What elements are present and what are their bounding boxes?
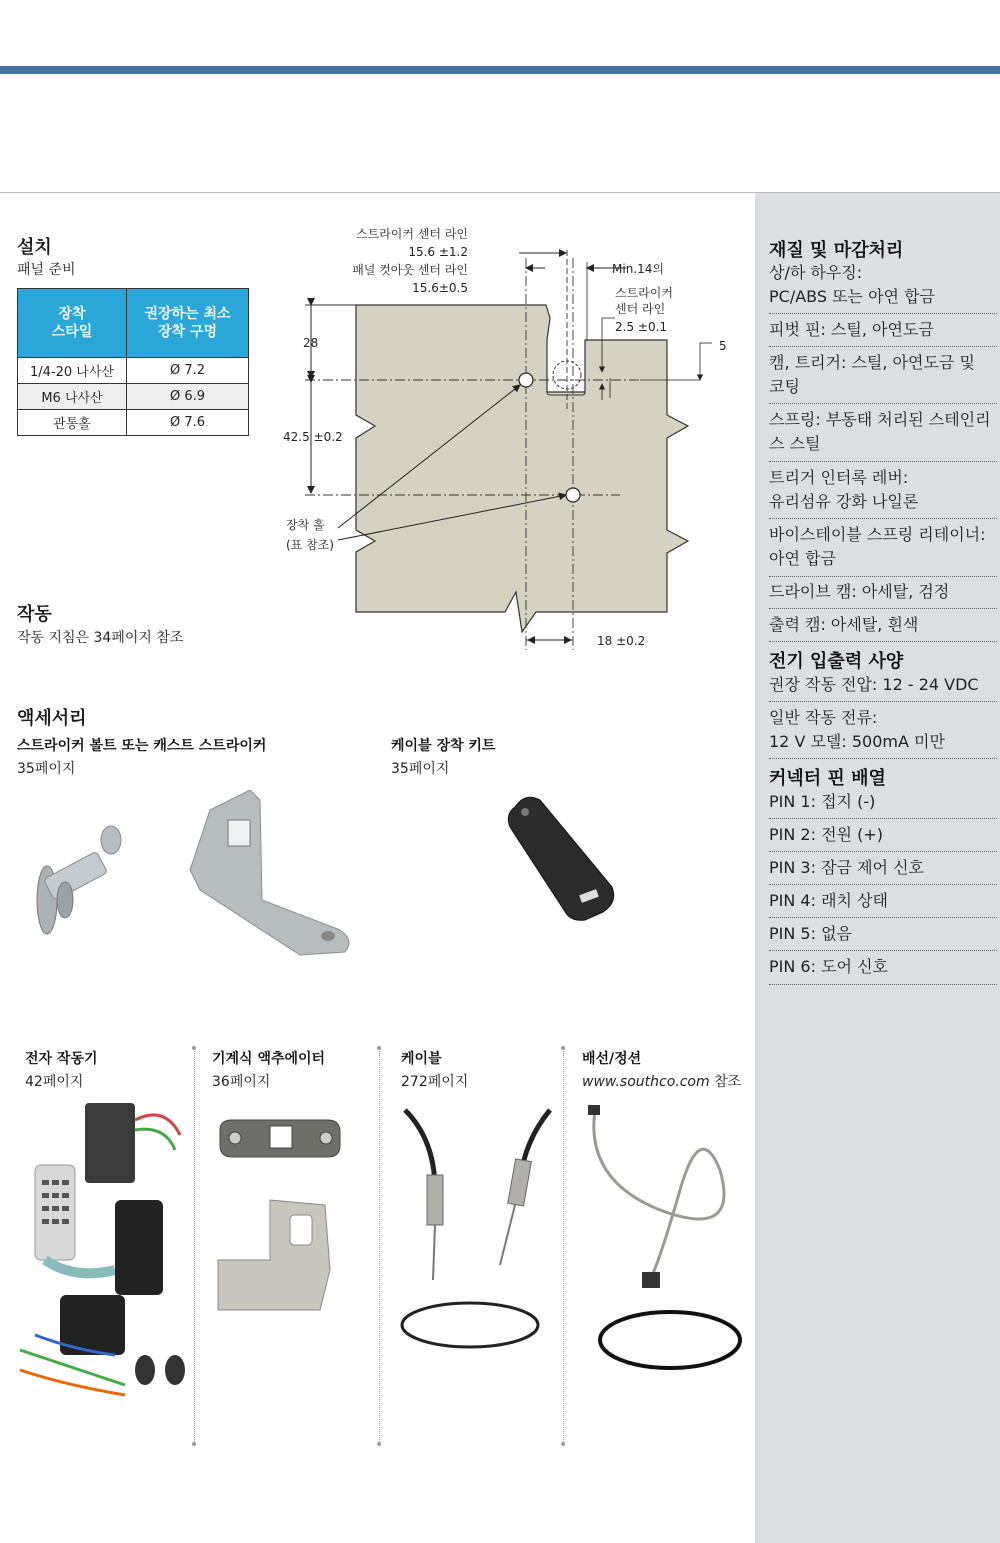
electronic-actuator-image bbox=[15, 1095, 190, 1425]
table-row bbox=[18, 410, 249, 436]
install-subtitle: 패널 준비 bbox=[17, 262, 76, 278]
materials-title: 재질 및 마감처리 bbox=[769, 240, 904, 261]
bottom-cable-page: 272페이지 bbox=[401, 1074, 469, 1090]
table-cell: Ø 7.2 bbox=[127, 358, 249, 384]
material-spring-retainer: 바이스테이블 스프링 리테이너: 아연 합금 bbox=[769, 525, 986, 568]
material-housing: 상/하 하우징: PC/ABS 또는 아연 합금 bbox=[769, 263, 936, 306]
electrical-current: 일반 작동 전류: 12 V 모델: 500mA 미만 bbox=[769, 708, 945, 751]
dim-28: 28 bbox=[303, 336, 319, 350]
cable-image bbox=[395, 1100, 555, 1380]
pins-title: 커넥터 핀 배열 bbox=[769, 768, 886, 789]
bottom-electronic-actuator-name: 전자 작동기 bbox=[25, 1051, 98, 1067]
table-cell: Ø 7.6 bbox=[127, 410, 249, 436]
table-cell: M6 나사산 bbox=[18, 384, 127, 410]
pin-item: PIN 6: 도어 신호 bbox=[769, 957, 888, 976]
table-cell: Ø 6.9 bbox=[127, 384, 249, 410]
install-title: 설치 bbox=[17, 237, 52, 258]
accessory-cable-kit-name: 케이블 장착 키트 bbox=[391, 738, 496, 754]
striker-bolt-image bbox=[15, 820, 175, 940]
table-row bbox=[18, 384, 249, 410]
pin-item: PIN 2: 전원 (+) bbox=[769, 825, 883, 844]
electrical-voltage: 권장 작동 전압: 12 - 24 VDC bbox=[769, 675, 979, 694]
bottom-wiring-page: www.southco.com 참조 bbox=[582, 1074, 742, 1090]
material-pivot-pin: 피벗 핀: 스틸, 아연도금 bbox=[769, 320, 934, 339]
dim-42: 42.5 ±0.2 bbox=[283, 430, 343, 444]
dim-18: 18 ±0.2 bbox=[597, 634, 646, 648]
bottom-mechanical-actuator-name: 기계식 액추에이터 bbox=[212, 1051, 326, 1067]
column-divider bbox=[379, 1048, 380, 1444]
bottom-cable-name: 케이블 bbox=[401, 1051, 442, 1067]
accessories-title: 액세서리 bbox=[17, 708, 87, 729]
material-spring: 스프링: 부동태 처리된 스테인리스 스틸 bbox=[769, 410, 991, 453]
label-mount-hole-b: (표 참조) bbox=[286, 538, 334, 552]
label-panel-cutout: 패널 컷아웃 센터 라인 bbox=[352, 263, 468, 277]
accessory-cable-kit-page: 35페이지 bbox=[391, 761, 450, 777]
material-output-cam: 출력 캠: 아세탈, 흰색 bbox=[769, 615, 919, 634]
operation-text: 작동 지침은 34페이지 참조 bbox=[17, 630, 184, 646]
accessory-striker-name: 스트라이커 볼트 또는 캐스트 스트라이커 bbox=[17, 738, 267, 754]
table-header-hole: 권장하는 최소 장착 구멍 bbox=[127, 289, 249, 358]
cast-striker-image bbox=[180, 790, 360, 960]
material-drive-cam: 드라이브 캠: 아세탈, 검정 bbox=[769, 582, 950, 601]
table-header-style: 장착 스타일 bbox=[18, 289, 127, 358]
value-striker-center-2: 2.5 ±0.1 bbox=[615, 320, 668, 334]
pin-item: PIN 3: 잠금 제어 신호 bbox=[769, 858, 924, 877]
column-divider bbox=[194, 1048, 195, 1444]
website-link[interactable]: www.southco.com bbox=[582, 1074, 710, 1090]
bottom-mechanical-actuator-page: 36페이지 bbox=[212, 1074, 271, 1090]
mount-hole-upper bbox=[519, 373, 533, 387]
mounting-hole-table bbox=[17, 288, 249, 436]
material-interlock-lever: 트리거 인터록 레버: 유리섬유 강화 나일론 bbox=[769, 468, 919, 511]
panel-shape bbox=[356, 305, 688, 632]
value-panel-cutout: 15.6±0.5 bbox=[412, 281, 468, 295]
label-striker-center-2b: 센터 라인 bbox=[615, 302, 666, 316]
wiring-harness-image bbox=[580, 1100, 745, 1400]
table-cell: 관통홀 bbox=[18, 410, 127, 436]
value-striker-center: 15.6 ±1.2 bbox=[408, 245, 468, 259]
mount-hole-lower bbox=[566, 488, 580, 502]
label-striker-center: 스트라이커 센터 라인 bbox=[356, 227, 468, 241]
table-row bbox=[18, 358, 249, 384]
dim-5: 5 bbox=[719, 339, 727, 353]
column-divider bbox=[563, 1048, 564, 1444]
electrical-title: 전기 입출력 사양 bbox=[769, 651, 904, 672]
panel-cutout-diagram bbox=[270, 215, 740, 655]
mechanical-actuator-image bbox=[210, 1110, 350, 1320]
pin-item: PIN 1: 접지 (-) bbox=[769, 792, 876, 811]
operation-title: 작동 bbox=[17, 604, 52, 625]
cable-kit-image bbox=[500, 792, 620, 922]
label-striker-center-2a: 스트라이커 bbox=[615, 286, 673, 300]
pin-item: PIN 4: 래치 상태 bbox=[769, 891, 888, 910]
label-mount-hole-a: 장착 홀 bbox=[286, 518, 325, 532]
material-cam-trigger: 캠, 트리거: 스틸, 아연도금 및 코팅 bbox=[769, 353, 975, 396]
bottom-electronic-actuator-page: 42페이지 bbox=[25, 1074, 84, 1090]
accessory-striker-page: 35페이지 bbox=[17, 761, 76, 777]
bottom-wiring-name: 배선/정션 bbox=[582, 1051, 642, 1067]
pin-item: PIN 5: 없음 bbox=[769, 924, 852, 943]
label-min14: Min.14의 bbox=[612, 262, 664, 276]
top-accent-bar bbox=[0, 66, 1000, 74]
table-cell: 1/4-20 나사산 bbox=[18, 358, 127, 384]
